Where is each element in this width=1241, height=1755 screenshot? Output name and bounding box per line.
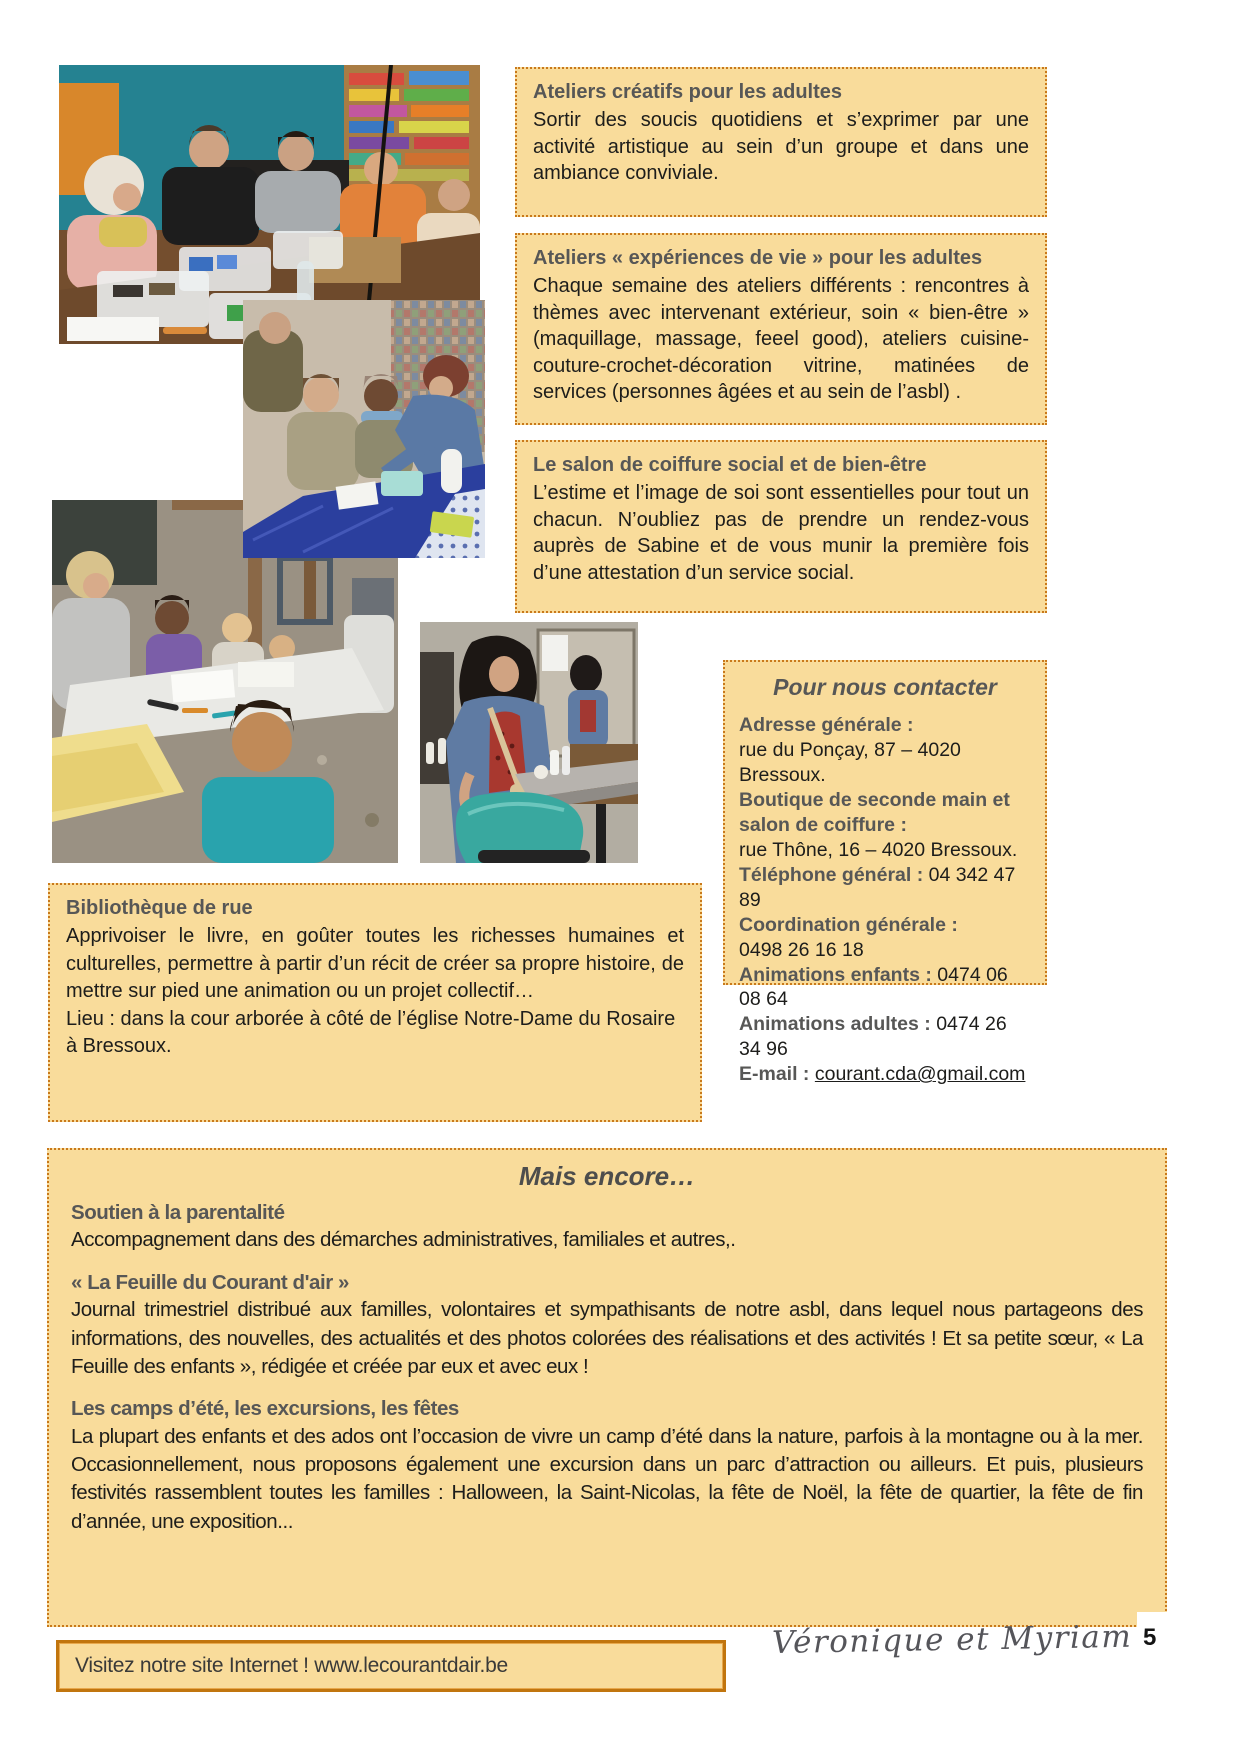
contact-email-link[interactable]: courant.cda@gmail.com bbox=[814, 1063, 1026, 1086]
section-heading: Soutien à la parentalité bbox=[71, 1200, 285, 1224]
contact-row bbox=[739, 913, 1031, 938]
contact-phone-general: 04 342 47 89 bbox=[739, 863, 1016, 911]
contact-row bbox=[739, 838, 1031, 863]
contact-label: Adresse générale : bbox=[739, 714, 914, 736]
contact-value: rue du Ponçay, 87 – 4020 Bressoux. bbox=[739, 738, 961, 786]
contact-row bbox=[739, 738, 1031, 788]
contact-row bbox=[739, 788, 1031, 813]
contact-phone-adultes: 0474 26 34 96 bbox=[739, 1013, 1007, 1061]
box-experiences-vie bbox=[515, 233, 1047, 425]
contact-row bbox=[739, 863, 1031, 913]
contact-label: salon de coiffure : bbox=[739, 813, 907, 836]
contact-box bbox=[723, 660, 1047, 1086]
contact-row bbox=[739, 813, 1031, 838]
contact-phone-coordination: 0498 26 16 18 bbox=[739, 938, 864, 961]
contact-label: Animations adultes : bbox=[739, 1013, 931, 1036]
section-soutien-parentalite bbox=[71, 1199, 1143, 1255]
contact-row bbox=[739, 713, 1031, 738]
contact-label: Coordination générale : bbox=[739, 913, 958, 936]
contact-row bbox=[739, 938, 1031, 963]
box-salon-coiffure bbox=[515, 440, 1047, 613]
section-body: Journal trimestriel distribué aux familles, volontaires et sympathisants de notre asbl, dans lequel nous partageons des informations, des nouvelles, des actualités et des photos colorées des réalisations et des activités ! Et sa petite sœur, « La Feuille des enfants », rédigée et créée par eux et avec eux ! bbox=[71, 1298, 1143, 1378]
box-bibliotheque-de-rue bbox=[48, 883, 702, 1122]
contact-box-title: Pour nous contacter bbox=[773, 674, 997, 700]
contact-row bbox=[739, 963, 1031, 1013]
section-body: La plupart des enfants et des ados ont l’occasion de vivre un camp d’été dans la nature, parfois à la montagne ou à la mer. Occasionnellement, nous proposons également une excursion dans un parc d’attraction ou ailleurs. Et puis, plusieurs festivités rassemblent toutes les familles : Halloween, la Saint-Nicolas, la fête de Noël, la fête de quartier, la fête de fin d’année, une exposition... bbox=[71, 1424, 1143, 1533]
footer-site-banner[interactable]: Visitez notre site Internet ! www.lecourantdair.be bbox=[56, 1640, 726, 1692]
contact-row bbox=[739, 1012, 1031, 1062]
contact-label: Téléphone général : bbox=[739, 863, 924, 886]
box-ateliers-creatifs-title: Ateliers créatifs pour les adultes bbox=[533, 81, 843, 103]
signature-authors: Véronique et Myriam bbox=[771, 1618, 1133, 1662]
box-salon-coiffure-body: L’estime et l’image de soi sont essentielles pour tout un chacun. N’oubliez pas de prendre un rendez-vous auprès de Sabine et de vous munir la première fois d’une attestation d’un service social. bbox=[533, 482, 1029, 584]
box-mais-encore bbox=[47, 1148, 1167, 1627]
box-bibliotheque-body: Apprivoiser le livre, en goûter toutes les richesses humaines et culturelles, permettre à partir d’un récit de créer sa propre histoire, de mettre sur pied une animation ou un projet collectif… bbox=[66, 925, 684, 1003]
photo-hair-salon bbox=[420, 622, 638, 863]
photo-blue-table-workshop bbox=[243, 300, 485, 558]
box-bibliotheque-location: Lieu : dans la cour arborée à côté de l’église Notre-Dame du Rosaire à Bressoux. bbox=[66, 1007, 676, 1058]
box-salon-coiffure-title: Le salon de coiffure social et de bien-être bbox=[533, 454, 927, 476]
box-ateliers-creatifs bbox=[515, 67, 1047, 217]
section-heading: « La Feuille du Courant d'air » bbox=[71, 1270, 349, 1294]
section-body: Accompagnement dans des démarches administratives, familiales et autres,. bbox=[71, 1228, 736, 1252]
box-ateliers-creatifs-body: Sortir des soucis quotidiens et s’exprimer par une activité artistique au sein d’un groupe et dans une ambiance conviviale. bbox=[533, 109, 1029, 185]
box-experiences-vie-title: Ateliers « expériences de vie » pour les adultes bbox=[533, 247, 983, 269]
section-heading: Les camps d’été, les excursions, les fêtes bbox=[71, 1397, 459, 1421]
section-camps-excursions-fetes bbox=[71, 1395, 1143, 1536]
box-bibliotheque-title: Bibliothèque de rue bbox=[66, 897, 253, 919]
section-feuille-courant-dair bbox=[71, 1269, 1143, 1382]
contact-label: Animations enfants : bbox=[739, 963, 932, 986]
contact-value: rue Thône, 16 – 4020 Bressoux. bbox=[739, 838, 1018, 861]
box-experiences-vie-body: Chaque semaine des ateliers différents : rencontres à thèmes avec intervenant extérieur, soin « bien-être » (maquillage, massage, feeel good), ateliers cuisine-couture-crochet-décoration vitrine, matinées de services (personnes âgées et au sein de l’asbl) . bbox=[533, 275, 1029, 404]
contact-label: E-mail : bbox=[739, 1063, 810, 1086]
page-number: 5 bbox=[1137, 1612, 1195, 1658]
contact-label: Boutique de seconde main et bbox=[739, 788, 1010, 811]
contact-phone-enfants: 0474 06 08 64 bbox=[739, 963, 1008, 1011]
contact-row bbox=[739, 1062, 1031, 1087]
mais-encore-title: Mais encore… bbox=[518, 1161, 696, 1191]
